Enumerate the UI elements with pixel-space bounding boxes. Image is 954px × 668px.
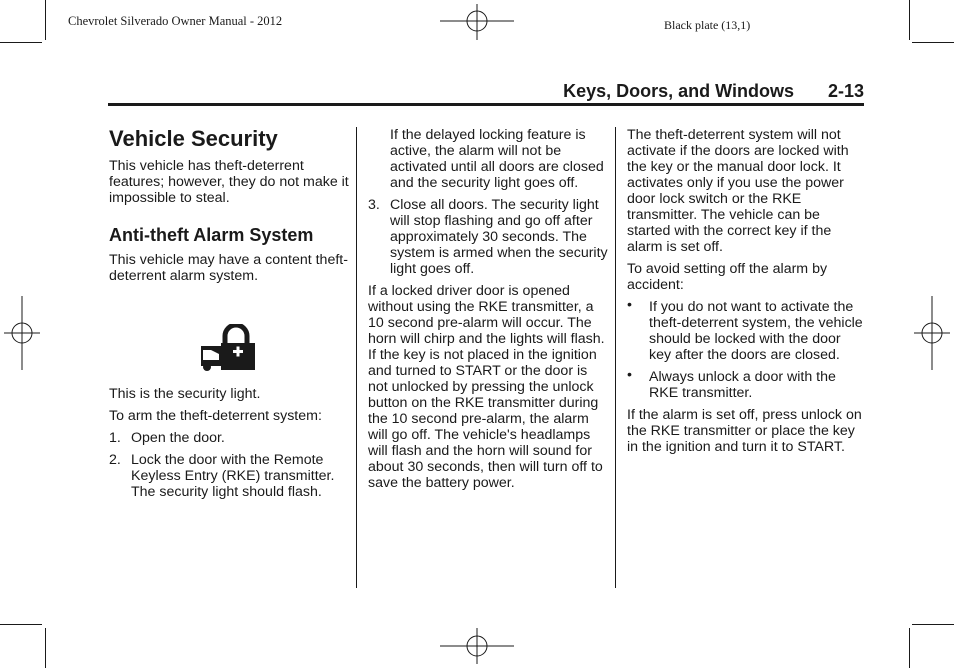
security-light-caption: This is the security light.	[109, 386, 261, 402]
page-heading: Vehicle Security	[109, 126, 278, 151]
crop-mark	[45, 0, 46, 40]
section-heading: Anti-theft Alarm System	[109, 225, 314, 245]
crop-mark	[909, 628, 910, 668]
security-light-figure	[109, 290, 345, 382]
registration-mark-left	[4, 296, 40, 370]
registration-mark-right	[914, 296, 950, 370]
crop-mark	[912, 42, 954, 43]
list-item: 2. Lock the door with the Remote Keyless Entry (RKE) transmitter. The security light should flash.	[109, 452, 335, 500]
crop-mark	[909, 0, 910, 40]
pre-alarm-paragraph: If a locked driver door is opened without using the RKE transmitter, a 10 second pre-alarm will occur. The horn will chirp and the lights will flash. If the key is not placed in the ignition and turned to START or the door is not unlocked by pressing the unlock button on the RKE transmitter during the 10 second pre-alarm, the alarm will go off. The vehicle's headlamps will flash and the horn will sound for about 30 seconds, then will turn off to save the battery power.	[368, 283, 605, 491]
arm-intro: To arm the theft-deterrent system:	[109, 408, 322, 424]
list-item: 1. Open the door.	[109, 430, 225, 446]
registration-mark-top	[440, 4, 514, 40]
intro-paragraph: This vehicle has theft-deterrent features; however, they do not make it impossible to steal.	[109, 158, 349, 206]
crop-mark	[0, 42, 42, 43]
list-item: • If you do not want to activate the theft-deterrent system, the vehicle should be locked with the door key after the doors are closed.	[627, 297, 863, 363]
crop-mark	[912, 624, 954, 625]
alarm-paragraph: This vehicle may have a content theft-deterrent alarm system.	[109, 252, 348, 284]
column-divider	[356, 127, 357, 588]
plate-label: Black plate (13,1)	[664, 18, 751, 32]
list-item: • Always unlock a door with the RKE transmitter.	[627, 367, 836, 401]
alarm-off-paragraph: If the alarm is set off, press unlock on the RKE transmitter or place the key in the ignition and turn it to START.	[627, 407, 862, 455]
security-light-icon	[199, 324, 257, 372]
list-item: 3. Close all doors. The security light will stop flashing and go off after approximately 30 seconds. The system is armed when the security light goes off.	[368, 197, 608, 277]
section-title: Keys, Doors, and Windows	[563, 81, 794, 101]
running-header	[108, 81, 864, 106]
column-3	[627, 127, 865, 461]
step-continuation: If the delayed locking feature is active, the alarm will not be activated until all doors are closed and the security light goes off.	[390, 127, 604, 191]
registration-mark-bottom	[440, 628, 514, 664]
avoid-intro: To avoid setting off the alarm by accident:	[627, 261, 828, 293]
crop-mark	[0, 624, 42, 625]
column-2	[368, 127, 608, 497]
column-divider	[615, 127, 616, 588]
manual-title: Chevrolet Silverado Owner Manual - 2012	[68, 14, 283, 28]
crop-mark	[45, 628, 46, 668]
column-1	[109, 126, 349, 506]
page-number: 2-13	[827, 81, 864, 101]
activation-paragraph: The theft-deterrent system will not activate if the doors are locked with the key or the manual door lock. It activates only if you use the power door lock switch or the RKE transmitter. The vehicle can be started with the correct key if the alarm is set off.	[627, 127, 849, 255]
